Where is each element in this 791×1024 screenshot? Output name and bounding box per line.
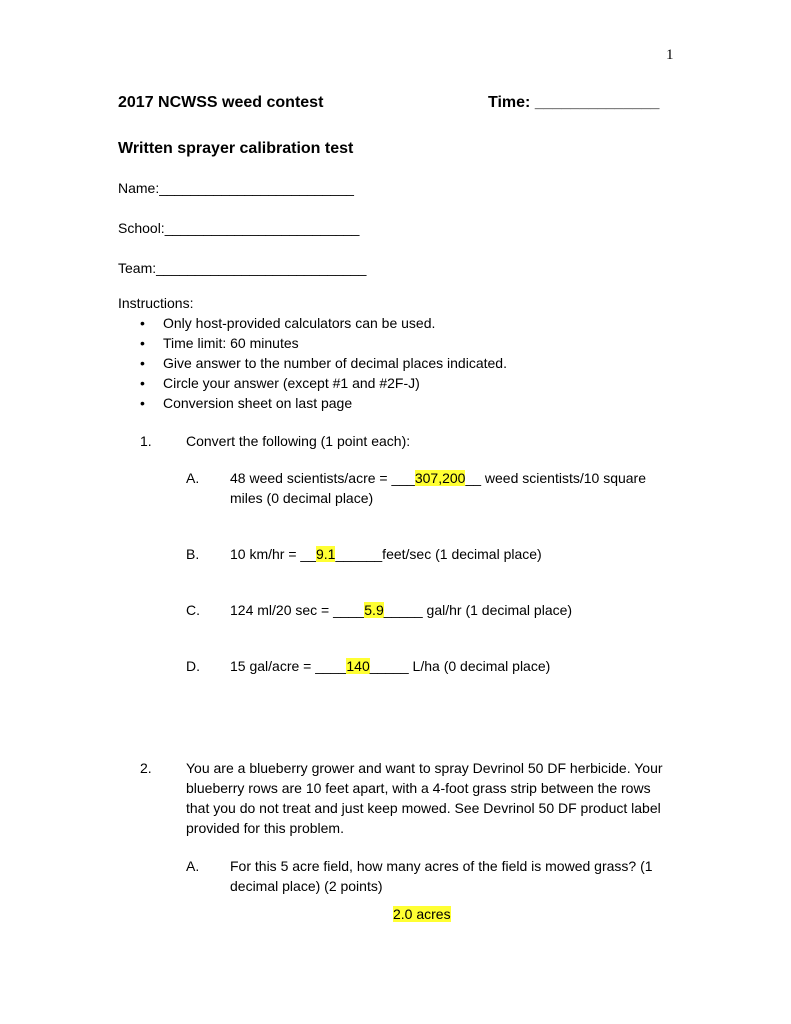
q2a-letter: A. (186, 858, 200, 874)
q1-number: 1. (140, 433, 152, 449)
instructions-heading: Instructions: (118, 295, 194, 311)
test-title: Written sprayer calibration test (118, 140, 354, 157)
q2-line: provided for this problem. (186, 820, 344, 836)
q1c-letter: C. (186, 602, 200, 618)
team-field: Team:___________________________ (118, 260, 367, 276)
instruction-item: • Circle your answer (except #1 and #2F-J) (118, 373, 507, 393)
q1b-answer: 9.1 (316, 546, 336, 562)
time-field: Time: ______________ (488, 94, 660, 111)
q2a-line: For this 5 acre field, how many acres of the field is mowed grass? (1 (230, 858, 653, 874)
q1a-text: 48 weed scientists/acre = ___307,200__ weed scientists/10 square (230, 470, 647, 486)
q2a-line: decimal place) (2 points) (230, 878, 383, 894)
page-number: 1 (666, 47, 674, 63)
name-field: Name:_________________________ (118, 180, 354, 196)
instruction-item: • Conversion sheet on last page (118, 393, 507, 413)
q2-line: You are a blueberry grower and want to spray Devrinol 50 DF herbicide. Your (186, 760, 663, 776)
q1b-text: 10 km/hr = __9.1______feet/sec (1 decimal place) (230, 546, 542, 562)
q2-number: 2. (140, 760, 152, 776)
instructions-list (118, 313, 507, 413)
q1d-text: 15 gal/acre = ____140_____ L/ha (0 decimal place) (230, 658, 551, 674)
instruction-item: • Give answer to the number of decimal places indicated. (118, 353, 507, 373)
q1b-letter: B. (186, 546, 200, 562)
q1c-answer: 5.9 (364, 602, 384, 618)
q1a-letter: A. (186, 470, 200, 486)
q2-line: blueberry rows are 10 feet apart, with a 4-foot grass strip between the rows (186, 780, 651, 796)
q2a-answer: 2.0 acres (393, 906, 451, 922)
instruction-item: • Only host-provided calculators can be used. (118, 313, 507, 333)
instruction-item: • Time limit: 60 minutes (118, 333, 507, 353)
contest-title: 2017 NCWSS weed contest (118, 94, 324, 111)
q1-prompt: Convert the following (1 point each): (186, 433, 411, 449)
q1d-answer: 140 (346, 658, 370, 674)
q1a-text-line2: miles (0 decimal place) (230, 490, 374, 506)
q2-line: that you do not treat and just keep mowed. See Devrinol 50 DF product label (186, 800, 661, 816)
school-field: School:_________________________ (118, 220, 360, 236)
q1c-text: 124 ml/20 sec = ____5.9_____ gal/hr (1 decimal place) (230, 602, 573, 618)
q1d-letter: D. (186, 658, 200, 674)
q1a-answer: 307,200 (414, 470, 466, 486)
